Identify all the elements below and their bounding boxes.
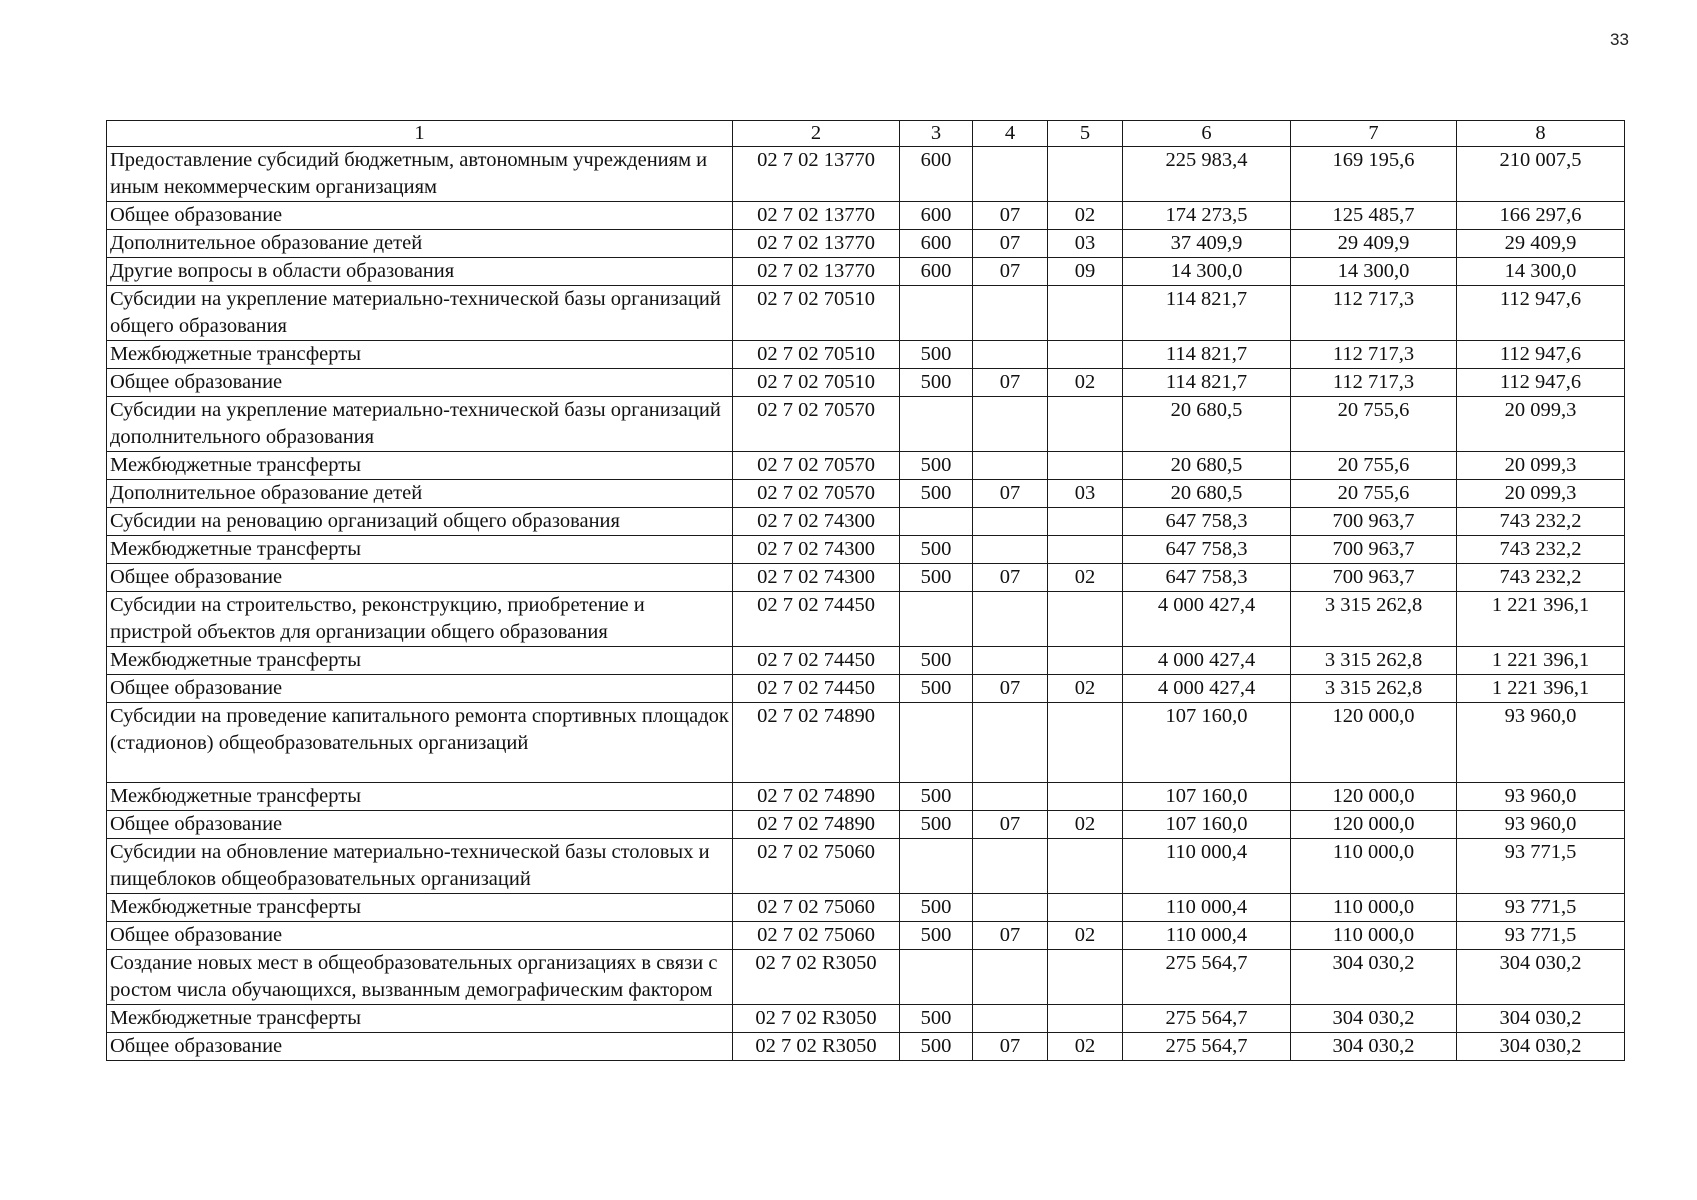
cell-expense-type [900,508,973,536]
cell-amount-col6: 107 160,0 [1123,783,1291,811]
cell-subsection [1048,1005,1123,1033]
cell-section [973,783,1048,811]
cell-section [973,950,1048,1005]
cell-expense-type: 500 [900,922,973,950]
cell-amount-col8: 743 232,2 [1457,508,1625,536]
cell-expense-type [900,592,973,647]
cell-amount-col6: 20 680,5 [1123,397,1291,452]
cell-section [973,286,1048,341]
cell-amount-col7: 120 000,0 [1291,783,1457,811]
cell-name: Предоставление субсидий бюджетным, автономным учреждениям и иным некоммерческим организациям [107,147,733,202]
page-number: 33 [1610,30,1629,49]
cell-expense-type [900,703,973,783]
table-row [107,397,1625,452]
cell-target-article: 02 7 02 74450 [733,675,900,703]
cell-amount-col7: 125 485,7 [1291,202,1457,230]
cell-name: Субсидии на проведение капитального ремонта спортивных площадок (стадионов) общеобразовательных организаций [107,703,733,783]
cell-amount-col7: 700 963,7 [1291,536,1457,564]
cell-subsection [1048,286,1123,341]
cell-name: Межбюджетные трансферты [107,1005,733,1033]
cell-amount-col7: 3 315 262,8 [1291,675,1457,703]
header-cell: 6 [1123,121,1291,147]
cell-amount-col8: 93 771,5 [1457,894,1625,922]
cell-amount-col7: 700 963,7 [1291,564,1457,592]
cell-amount-col7: 29 409,9 [1291,230,1457,258]
cell-section: 07 [973,480,1048,508]
cell-name: Субсидии на обновление материально-технической базы столовых и пищеблоков общеобразовательных организаций [107,839,733,894]
table-row [107,480,1625,508]
cell-name: Субсидии на укрепление материально-технической базы организаций дополнительного образования [107,397,733,452]
table-row [107,147,1625,202]
cell-target-article: 02 7 02 70510 [733,286,900,341]
cell-subsection: 02 [1048,922,1123,950]
cell-target-article: 02 7 02 74300 [733,536,900,564]
cell-amount-col7: 304 030,2 [1291,1005,1457,1033]
cell-amount-col8: 112 947,6 [1457,341,1625,369]
cell-name: Общее образование [107,675,733,703]
cell-amount-col8: 304 030,2 [1457,1033,1625,1061]
cell-amount-col8: 112 947,6 [1457,286,1625,341]
cell-section: 07 [973,922,1048,950]
cell-section: 07 [973,675,1048,703]
cell-amount-col8: 93 960,0 [1457,783,1625,811]
cell-name: Общее образование [107,202,733,230]
cell-amount-col7: 112 717,3 [1291,286,1457,341]
table-row [107,564,1625,592]
cell-amount-col6: 225 983,4 [1123,147,1291,202]
cell-subsection: 02 [1048,675,1123,703]
cell-name: Общее образование [107,369,733,397]
cell-subsection [1048,703,1123,783]
cell-section [973,397,1048,452]
cell-expense-type: 500 [900,480,973,508]
table-row [107,508,1625,536]
cell-name: Дополнительное образование детей [107,480,733,508]
cell-subsection: 03 [1048,480,1123,508]
cell-amount-col6: 110 000,4 [1123,922,1291,950]
cell-subsection [1048,894,1123,922]
cell-subsection [1048,950,1123,1005]
cell-subsection [1048,508,1123,536]
cell-section: 07 [973,230,1048,258]
table-row [107,922,1625,950]
cell-amount-col6: 14 300,0 [1123,258,1291,286]
cell-target-article: 02 7 02 75060 [733,839,900,894]
cell-subsection: 03 [1048,230,1123,258]
cell-amount-col8: 166 297,6 [1457,202,1625,230]
cell-expense-type [900,286,973,341]
cell-subsection: 02 [1048,564,1123,592]
cell-amount-col6: 4 000 427,4 [1123,592,1291,647]
cell-amount-col6: 275 564,7 [1123,1005,1291,1033]
cell-target-article: 02 7 02 74450 [733,592,900,647]
cell-amount-col8: 20 099,3 [1457,480,1625,508]
table-row [107,950,1625,1005]
budget-table [106,120,1625,1061]
cell-amount-col7: 20 755,6 [1291,480,1457,508]
cell-amount-col8: 93 960,0 [1457,703,1625,783]
cell-amount-col6: 20 680,5 [1123,480,1291,508]
cell-amount-col6: 110 000,4 [1123,839,1291,894]
cell-expense-type: 500 [900,811,973,839]
cell-expense-type: 500 [900,894,973,922]
cell-target-article: 02 7 02 R3050 [733,950,900,1005]
cell-amount-col6: 647 758,3 [1123,508,1291,536]
cell-amount-col8: 1 221 396,1 [1457,675,1625,703]
table-row [107,258,1625,286]
cell-section [973,894,1048,922]
cell-section [973,508,1048,536]
cell-expense-type: 500 [900,675,973,703]
cell-section [973,1005,1048,1033]
cell-amount-col6: 107 160,0 [1123,703,1291,783]
cell-expense-type: 500 [900,452,973,480]
cell-subsection [1048,783,1123,811]
cell-amount-col8: 20 099,3 [1457,397,1625,452]
cell-name: Другие вопросы в области образования [107,258,733,286]
cell-amount-col6: 20 680,5 [1123,452,1291,480]
table-body [107,121,1625,1061]
cell-name: Межбюджетные трансферты [107,647,733,675]
cell-amount-col8: 112 947,6 [1457,369,1625,397]
cell-amount-col7: 112 717,3 [1291,369,1457,397]
table-row [107,1033,1625,1061]
cell-amount-col7: 20 755,6 [1291,452,1457,480]
cell-subsection: 02 [1048,202,1123,230]
cell-amount-col7: 110 000,0 [1291,839,1457,894]
header-cell: 8 [1457,121,1625,147]
cell-name: Межбюджетные трансферты [107,783,733,811]
cell-section: 07 [973,564,1048,592]
cell-subsection [1048,647,1123,675]
cell-section [973,341,1048,369]
cell-amount-col7: 20 755,6 [1291,397,1457,452]
cell-expense-type: 500 [900,1005,973,1033]
header-cell: 3 [900,121,973,147]
cell-target-article: 02 7 02 13770 [733,230,900,258]
cell-expense-type: 500 [900,1033,973,1061]
cell-amount-col8: 93 771,5 [1457,839,1625,894]
cell-section [973,703,1048,783]
table-row [107,341,1625,369]
table-row [107,452,1625,480]
table-row [107,675,1625,703]
cell-target-article: 02 7 02 70570 [733,480,900,508]
cell-name: Общее образование [107,1033,733,1061]
cell-subsection [1048,592,1123,647]
cell-name: Субсидии на реновацию организаций общего образования [107,508,733,536]
cell-target-article: 02 7 02 74890 [733,811,900,839]
cell-section [973,147,1048,202]
cell-subsection [1048,341,1123,369]
cell-name: Общее образование [107,811,733,839]
cell-expense-type: 500 [900,647,973,675]
table-row [107,894,1625,922]
cell-amount-col8: 304 030,2 [1457,950,1625,1005]
cell-amount-col7: 112 717,3 [1291,341,1457,369]
cell-amount-col6: 275 564,7 [1123,950,1291,1005]
cell-amount-col7: 3 315 262,8 [1291,592,1457,647]
cell-amount-col6: 647 758,3 [1123,536,1291,564]
cell-amount-col6: 114 821,7 [1123,369,1291,397]
header-cell: 5 [1048,121,1123,147]
cell-target-article: 02 7 02 70510 [733,341,900,369]
cell-amount-col7: 3 315 262,8 [1291,647,1457,675]
cell-expense-type: 500 [900,341,973,369]
cell-subsection [1048,839,1123,894]
cell-section: 07 [973,258,1048,286]
cell-subsection [1048,452,1123,480]
cell-amount-col8: 1 221 396,1 [1457,592,1625,647]
cell-name: Межбюджетные трансферты [107,452,733,480]
cell-target-article: 02 7 02 74450 [733,647,900,675]
table-row [107,647,1625,675]
cell-amount-col8: 29 409,9 [1457,230,1625,258]
cell-target-article: 02 7 02 75060 [733,894,900,922]
cell-expense-type: 500 [900,369,973,397]
cell-amount-col8: 20 099,3 [1457,452,1625,480]
cell-target-article: 02 7 02 R3050 [733,1033,900,1061]
table-row [107,592,1625,647]
cell-target-article: 02 7 02 74890 [733,783,900,811]
cell-name: Межбюджетные трансферты [107,894,733,922]
cell-amount-col7: 110 000,0 [1291,922,1457,950]
cell-amount-col6: 275 564,7 [1123,1033,1291,1061]
cell-section [973,536,1048,564]
cell-amount-col7: 304 030,2 [1291,950,1457,1005]
cell-target-article: 02 7 02 74300 [733,564,900,592]
cell-target-article: 02 7 02 13770 [733,258,900,286]
cell-target-article: 02 7 02 70570 [733,397,900,452]
cell-subsection [1048,536,1123,564]
cell-name: Общее образование [107,922,733,950]
cell-target-article: 02 7 02 74300 [733,508,900,536]
cell-name: Межбюджетные трансферты [107,536,733,564]
cell-amount-col6: 4 000 427,4 [1123,647,1291,675]
table-row [107,703,1625,783]
cell-expense-type [900,397,973,452]
header-row [107,121,1625,147]
cell-amount-col7: 169 195,6 [1291,147,1457,202]
cell-subsection [1048,147,1123,202]
cell-name: Субсидии на строительство, реконструкцию, приобретение и пристрой объектов для организации общего образования [107,592,733,647]
header-cell: 4 [973,121,1048,147]
cell-amount-col8: 304 030,2 [1457,1005,1625,1033]
cell-subsection: 09 [1048,258,1123,286]
cell-expense-type: 500 [900,564,973,592]
table-row [107,536,1625,564]
cell-section [973,592,1048,647]
cell-target-article: 02 7 02 70570 [733,452,900,480]
cell-amount-col8: 210 007,5 [1457,147,1625,202]
cell-expense-type: 500 [900,536,973,564]
cell-expense-type: 600 [900,230,973,258]
table-row [107,783,1625,811]
header-cell: 2 [733,121,900,147]
table-row [107,230,1625,258]
cell-amount-col8: 743 232,2 [1457,564,1625,592]
table-row [107,839,1625,894]
cell-amount-col6: 37 409,9 [1123,230,1291,258]
cell-target-article: 02 7 02 13770 [733,147,900,202]
cell-section: 07 [973,811,1048,839]
table-row [107,202,1625,230]
cell-expense-type [900,839,973,894]
cell-section [973,452,1048,480]
cell-amount-col7: 700 963,7 [1291,508,1457,536]
cell-amount-col6: 174 273,5 [1123,202,1291,230]
cell-amount-col8: 1 221 396,1 [1457,647,1625,675]
cell-expense-type: 600 [900,202,973,230]
cell-amount-col6: 114 821,7 [1123,341,1291,369]
cell-name: Дополнительное образование детей [107,230,733,258]
cell-name: Субсидии на укрепление материально-технической базы организаций общего образования [107,286,733,341]
table-row [107,369,1625,397]
cell-expense-type: 500 [900,783,973,811]
cell-subsection [1048,397,1123,452]
cell-subsection: 02 [1048,369,1123,397]
cell-amount-col8: 93 771,5 [1457,922,1625,950]
cell-amount-col6: 107 160,0 [1123,811,1291,839]
cell-section [973,839,1048,894]
table-row [107,286,1625,341]
cell-section [973,647,1048,675]
cell-subsection: 02 [1048,1033,1123,1061]
header-cell: 7 [1291,121,1457,147]
cell-amount-col7: 120 000,0 [1291,703,1457,783]
cell-amount-col8: 93 960,0 [1457,811,1625,839]
cell-target-article: 02 7 02 70510 [733,369,900,397]
table-row [107,1005,1625,1033]
cell-expense-type: 600 [900,258,973,286]
cell-section: 07 [973,202,1048,230]
cell-section: 07 [973,369,1048,397]
cell-amount-col7: 14 300,0 [1291,258,1457,286]
cell-expense-type [900,950,973,1005]
cell-amount-col6: 114 821,7 [1123,286,1291,341]
cell-name: Создание новых мест в общеобразовательных организациях в связи с ростом числа обучающихся, вызванным демографическим фактором [107,950,733,1005]
cell-amount-col7: 120 000,0 [1291,811,1457,839]
cell-amount-col6: 110 000,4 [1123,894,1291,922]
header-cell: 1 [107,121,733,147]
cell-name: Межбюджетные трансферты [107,341,733,369]
cell-amount-col6: 647 758,3 [1123,564,1291,592]
cell-target-article: 02 7 02 75060 [733,922,900,950]
cell-amount-col8: 743 232,2 [1457,536,1625,564]
cell-target-article: 02 7 02 74890 [733,703,900,783]
cell-amount-col8: 14 300,0 [1457,258,1625,286]
table-row [107,811,1625,839]
cell-subsection: 02 [1048,811,1123,839]
cell-amount-col6: 4 000 427,4 [1123,675,1291,703]
cell-amount-col7: 110 000,0 [1291,894,1457,922]
cell-target-article: 02 7 02 13770 [733,202,900,230]
cell-amount-col7: 304 030,2 [1291,1033,1457,1061]
cell-target-article: 02 7 02 R3050 [733,1005,900,1033]
cell-expense-type: 600 [900,147,973,202]
cell-name: Общее образование [107,564,733,592]
cell-section: 07 [973,1033,1048,1061]
